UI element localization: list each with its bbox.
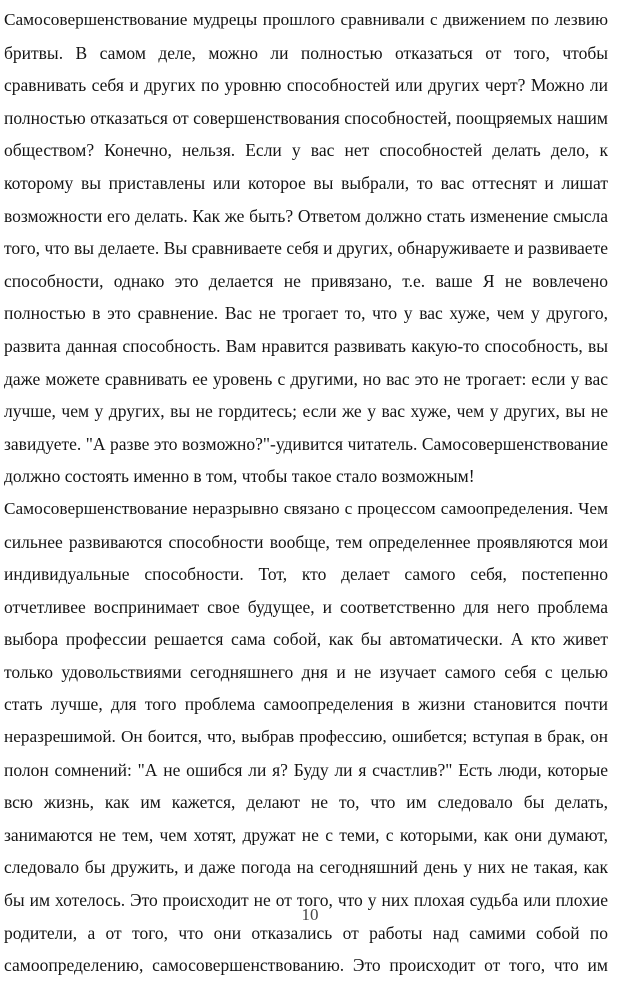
text-line: сильнее развиваются способности вообще, тем определеннее проявляются мои [4, 531, 608, 552]
text-line: полностью в это сравнение. Вас не трогает то, что у вас хуже, чем у другого, [4, 303, 608, 324]
text-line: родители, а от того, что они отказались от работы над самими собой по [4, 922, 608, 943]
body-text [4, 4, 608, 982]
text-line: даже можете сравнивать ее уровень с другими, но вас это не трогает: если у вас [4, 368, 608, 389]
text-line: которому вы приставлены или которое вы выбрали, то вас оттеснят и лишат [4, 172, 608, 193]
text-line: неразрешимой. Он боится, что, выбрав профессию, ошибется; вступая в брак, он [4, 727, 608, 747]
text-line: только удовольствиями сегодняшнего дня и не изучает самого себя с целью [4, 661, 608, 682]
text-line: завидуете. "А разве это возможно?"-удивится читатель. Самосовершенствование [4, 433, 608, 454]
text-line: стать лучше, для того проблема самоопределения в жизни становится почти [4, 694, 608, 715]
text-line: возможности его делать. Как же быть? Ответом должно стать изменение смысла [4, 205, 608, 226]
text-line: лучше, чем у других, вы не гордитесь; если же у вас хуже, чем у других, вы не [4, 401, 608, 422]
text-line: индивидуальные способности. Тот, кто делает самого себя, постепенно [4, 564, 608, 585]
paragraph [4, 4, 608, 493]
page-number: 10 [301, 905, 319, 924]
text-line: всю жизнь, как им кажется, делают не то, что им следовало бы делать, [4, 792, 608, 813]
text-line: полон сомнений: "А не ошибся ли я? Буду ли я счастлив?" Есть люди, которые [4, 759, 608, 780]
text-line: бы им хотелось. Это происходит не от того, что у них плохая судьба или плохие [4, 890, 608, 911]
text-line: развита данная способность. Вам нравится развивать какую-то способность, вы [4, 335, 608, 356]
text-line: выбора профессии решается сама собой, как бы автоматически. А кто живет [4, 629, 608, 650]
text-line: следовало бы дружить, и даже погода на сегодняшний день у них не такая, как [4, 857, 608, 878]
text-line: обществом? Конечно, нельзя. Если у вас нет способностей делать дело, к [4, 140, 608, 161]
text-line: того, что вы делаете. Вы сравниваете себя и других, обнаруживаете и развиваете [4, 238, 608, 259]
text-line: должно состоять именно в том, чтобы такое стало возможным! [4, 466, 475, 487]
text-line: отчетливее воспринимает свое будущее, и соответственно для него проблема [4, 596, 608, 617]
text-line: Самосовершенствование неразрывно связано с процессом самоопределения. Чем [4, 498, 608, 518]
text-line: Самосовершенствование мудрецы прошлого сравнивали с движением по лезвию [4, 10, 608, 29]
text-line: способности, однако это делается не привязано, т.е. ваше Я не вовлечено [4, 270, 608, 291]
text-line: занимаются не тем, чем хотят, дружат не с теми, с которыми, как они думают, [4, 824, 608, 845]
text-line: самоопределению, самосовершенствованию. Это происходит от того, что им [4, 955, 608, 976]
text-line: бритвы. В самом деле, можно ли полностью отказаться от того, чтобы [4, 42, 608, 63]
text-line: сравнивать себя и других по уровню способностей или других черт? Можно ли [4, 75, 608, 96]
text-line: полностью отказаться от совершенствования способностей, поощряемых нашим [4, 107, 608, 128]
